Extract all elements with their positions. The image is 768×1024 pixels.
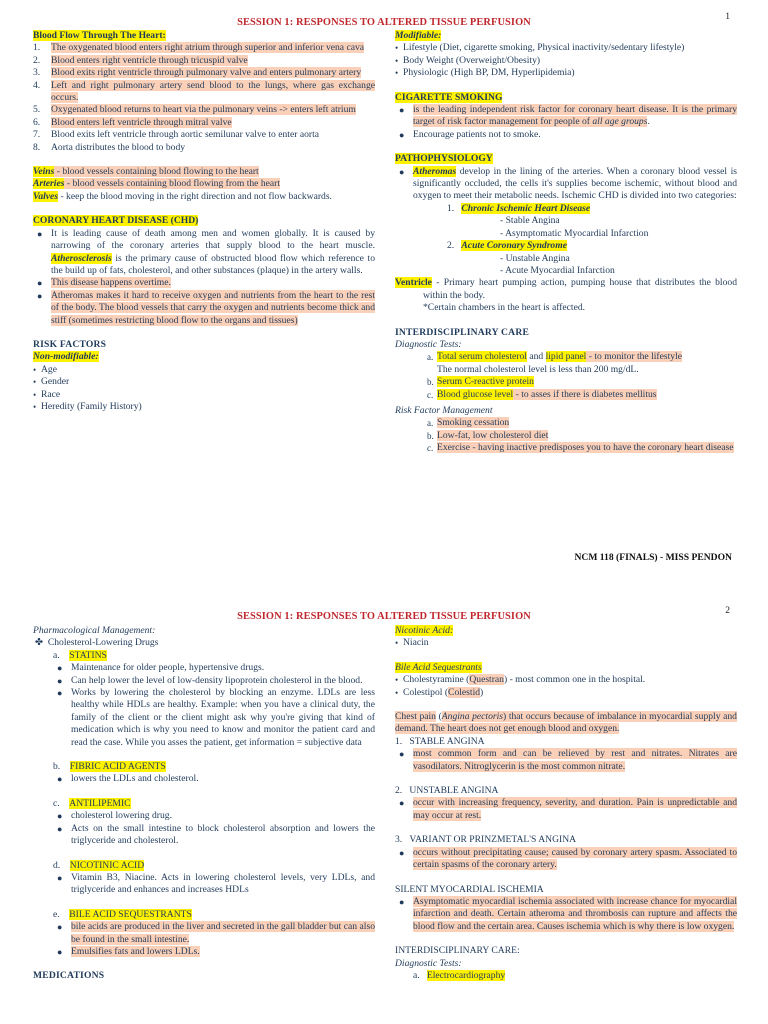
page-footer: NCM 118 (FINALS) - MISS PENDON: [574, 552, 732, 563]
pharm-label: Pharmacological Management:: [33, 625, 156, 636]
care2-heading: INTERDISCIPLINARY CARE:: [395, 945, 520, 957]
list-item: a. Smoking cessation: [427, 417, 510, 429]
patho-heading: PATHOPHYSIOLOGY: [395, 153, 493, 165]
mod-list: [395, 42, 737, 79]
nicotinic-list: [33, 872, 375, 897]
blood-flow-heading: Blood Flow Through The Heart:: [33, 30, 166, 41]
nicotinic-acid-label: Nicotinic Acid:: [395, 625, 454, 636]
list-item: ● Acts on the small intestine to block cholesterol absorption and lowers the triglyceride and cholesterol.: [57, 822, 375, 847]
list-item: • Race: [33, 388, 61, 400]
chd-heading: CORONARY HEART DISEASE (CHD): [33, 215, 199, 227]
bile-acid-label: Bile Acid Sequestrants: [395, 661, 482, 673]
nicotinic-acid-list: [395, 637, 737, 649]
antilipemic-list: [33, 810, 375, 847]
page-number: 1: [725, 11, 730, 22]
list-item: ● most common form and can be relieved by rest and nitrates. Nitrates are vasodilators. Nitroglycerin is the most common nitrate.: [399, 748, 737, 772]
page-2: [0, 600, 768, 1024]
list-item: 8. Aorta distributes the blood to body: [33, 141, 186, 153]
stable-list: [395, 748, 737, 773]
list-item: ● Atheromas develop in the lining of the arteries. When a coronary blood vessel is significantly occluded, the cells it's supplies become ischemic, without blood and oxygen to meet their metabolic needs. Ischemic CHD is divided into two categories:: [399, 165, 737, 202]
nonmod-label: Non-modifiable:: [33, 351, 99, 363]
care-heading: INTERDISCIPLINARY CARE: [395, 326, 530, 338]
list-item: 1. The oxygenated blood enters right atrium through superior and inferior vena cava: [33, 42, 365, 54]
list-item: ● Encourage patients not to smoke.: [399, 128, 541, 140]
list-item: ● bile acids are produced in the liver and secreted in the gall bladder but can also be found in the small intestine.: [57, 921, 375, 945]
list-item: • Age: [33, 363, 57, 375]
list-item: 3. Blood exits right ventricle through pulmonary valve and enters pulmonary artery: [33, 67, 362, 79]
definitions: Veins - blood vessels containing blood flowing to the heart Arteries - blood vessels containing blood flowing from the heart Valves - keep the blood moving in the right direction and not flow backwards.: [33, 166, 332, 202]
smoking-list: [395, 104, 737, 141]
antilipemic-heading: c. ANTILIPEMIC: [53, 797, 131, 809]
bile-list: [33, 921, 375, 958]
chd-list: [33, 228, 375, 327]
list-item: • Lifestyle (Diet, cigarette smoking, Physical inactivity/sedentary lifestyle): [395, 42, 685, 54]
ventricle-def: Ventricle - Primary heart pumping action, pumping house that distributes the blood within the body.: [395, 277, 737, 301]
risk-mgmt-list: [395, 417, 737, 454]
list-item: ● Can help lower the level of low-density lipoprotein cholesterol in the blood.: [57, 674, 363, 686]
list-item: b. Serum C-reactive protein: [427, 376, 534, 388]
stable-heading: 1. STABLE ANGINA: [395, 735, 485, 747]
list-item: - Acute Myocardial Infarction: [500, 264, 615, 276]
fibric-heading: b. FIBRIC ACID AGENTS: [53, 761, 166, 773]
variant-list: [395, 847, 737, 872]
list-item: 4. Left and right pulmonary artery send blood to the lungs, where gas exchange occurs.: [33, 79, 375, 104]
list-item: ● lowers the LDLs and cholesterol.: [57, 773, 199, 785]
list-item: ● cholesterol lowering drug.: [57, 810, 172, 822]
blood-flow-steps: [33, 42, 375, 154]
list-item: • Cholestyramine (Questran) - most common one in the hospital.: [395, 674, 646, 686]
list-item: • Body Weight (Overweight/Obesity): [395, 54, 541, 66]
bile-heading: e. BILE ACID SEQUESTRANTS: [53, 908, 192, 920]
page-title: SESSION 1: RESPONSES TO ALTERED TISSUE PERFUSION: [237, 17, 531, 28]
silent-list: [395, 896, 737, 933]
list-item: ● Atheromas makes it hard to receive oxygen and nutrients from the heart to the rest of the body. The blood vessels that carry the oxygen and nutrients become thick and stiff (sometimes restricting blood flow to the organs and tissues): [37, 289, 375, 326]
smoking-heading: CIGARETTE SMOKING: [395, 91, 503, 103]
nonmod-list: [33, 364, 375, 414]
fibric-list: [33, 773, 375, 785]
list-item: ● Emulsifies fats and lowers LDLs.: [57, 945, 200, 957]
patho-cat-2: 2. Acute Coronary Syndrome: [447, 240, 567, 252]
mod-label: Modifiable:: [395, 30, 442, 41]
chest-pain-def: Chest pain (Angina pectoris) that occurs because of imbalance in myocardial supply and demand. The heart does not get enough blood and oxygen.: [395, 711, 737, 735]
care2-diag-label: Diagnostic Tests:: [395, 957, 462, 969]
list-item: c. Blood glucose level - to asses if there is diabetes mellitus: [427, 388, 657, 400]
list-item: b. Low-fat, low cholesterol diet: [427, 429, 549, 441]
care2-first-item: a. Electrocardiography: [413, 969, 506, 981]
unstable-heading: 2. UNSTABLE ANGINA: [395, 785, 499, 797]
list-item: - Stable Angina: [500, 215, 560, 227]
risk-heading: RISK FACTORS: [33, 338, 107, 350]
list-item: • Gender: [33, 376, 70, 388]
list-item: • Niacin: [395, 637, 429, 649]
patho-list: [395, 166, 737, 203]
list-item: - Unstable Angina: [500, 252, 570, 264]
list-item: ● Works by lowering the cholesterol by blocking an enzyme. LDLs are less healthy while HDLs are healthy. Example: when you have a clinical duty, the family of the client or the client might ask why you're giving that kind of medication which is why you need to know and monitor the patient card and read the case. While you asses the patient, get information = subjective data: [57, 687, 375, 748]
list-item: ● occur with increasing frequency, severity, and duration. Pain is unpredictable and may occur at rest.: [399, 797, 737, 821]
left-column: [33, 625, 375, 983]
diag-list: [395, 351, 737, 401]
risk-mgmt-label: Risk Factor Management: [395, 404, 493, 416]
left-column: [33, 30, 375, 413]
patho-cat-1: 1. Chronic Ischemic Heart Disease: [447, 202, 591, 214]
statins-list: [33, 662, 375, 749]
list-item: c. Exercise - having inactive predisposes you to have the coronary heart disease: [427, 442, 734, 454]
variant-heading: 3. VARIANT OR PRINZMETAL'S ANGINA: [395, 834, 577, 846]
list-item: a. Total serum cholesterol and lipid panel - to monitor the lifestyle The normal cholesterol level is less than 200 mg/dL.: [427, 351, 682, 375]
right-column: [395, 30, 737, 455]
list-item: 5. Oxygenated blood returns to heart via the pulmonary veins -> enters left atrium: [33, 104, 356, 116]
list-item: ● occurs without precipitating cause; caused by coronary artery spasm. Associated to certain spasms of the coronary artery.: [399, 846, 737, 871]
page-title: SESSION 1: RESPONSES TO ALTERED TISSUE PERFUSION: [237, 611, 531, 622]
medications-heading: MEDICATIONS: [33, 970, 105, 982]
bile-acid-list: [395, 674, 737, 699]
list-item: ● Vitamin B3, Niacine. Acts in lowering cholesterol levels, very LDLs, and triglyceride and enhances and increases HDLs: [57, 871, 375, 896]
list-item: ● Maintenance for older people, hypertensive drugs.: [57, 662, 265, 674]
list-item: 6. Blood enters left ventricle through mitral valve: [33, 116, 232, 128]
list-item: • Physiologic (High BP, DM, Hyperlipidemia): [395, 67, 575, 79]
right-column: [395, 625, 737, 982]
list-item: 7. Blood exits left ventricle through aortic semilunar valve to enter aorta: [33, 129, 320, 141]
list-item: ● Asymptomatic myocardial ischemia associated with increase chance for myocardial infarction and death. Certain atheroma and thrombosis can rupture and affects the blood flow and the certain area. Causes ischemia which is why there is low oxygen.: [399, 895, 737, 932]
statins-heading: a. STATINS: [53, 649, 107, 661]
list-item: 2. Blood enters right ventricle through tricuspid valve: [33, 54, 248, 66]
silent-heading: SILENT MYOCARDIAL ISCHEMIA: [395, 883, 544, 895]
ventricle-note: *Certain chambers in the heart is affected.: [423, 302, 586, 314]
nicotinic-heading: d. NICOTINIC ACID: [53, 859, 145, 871]
list-item: ● This disease happens overtime.: [37, 277, 171, 289]
chol-label: ✤ Cholesterol-Lowering Drugs: [35, 637, 159, 649]
list-item: ● is the leading independent risk factor for coronary heart disease. It is the primary target of risk factor management for people of all age groups.: [399, 104, 737, 128]
list-item: - Asymptomatic Myocardial Infarction: [500, 227, 649, 239]
unstable-list: [395, 797, 737, 822]
list-item: ● It is leading cause of death among men and women globally. It is caused by narrowing of the coronary arteries that supply blood to the heart muscle. Atherosclerosis is the primary cause of obstructed blood flow which reference to the build up of fats, cholesterol, and other substances (plaque) in the artery walls.: [37, 227, 375, 276]
page-number: 2: [725, 605, 730, 616]
list-item: • Heredity (Family History): [33, 400, 142, 412]
diag-label: Diagnostic Tests:: [395, 338, 462, 350]
list-item: • Colestipol (Colestid): [395, 686, 484, 698]
diamond-icon: ✤: [35, 637, 44, 649]
